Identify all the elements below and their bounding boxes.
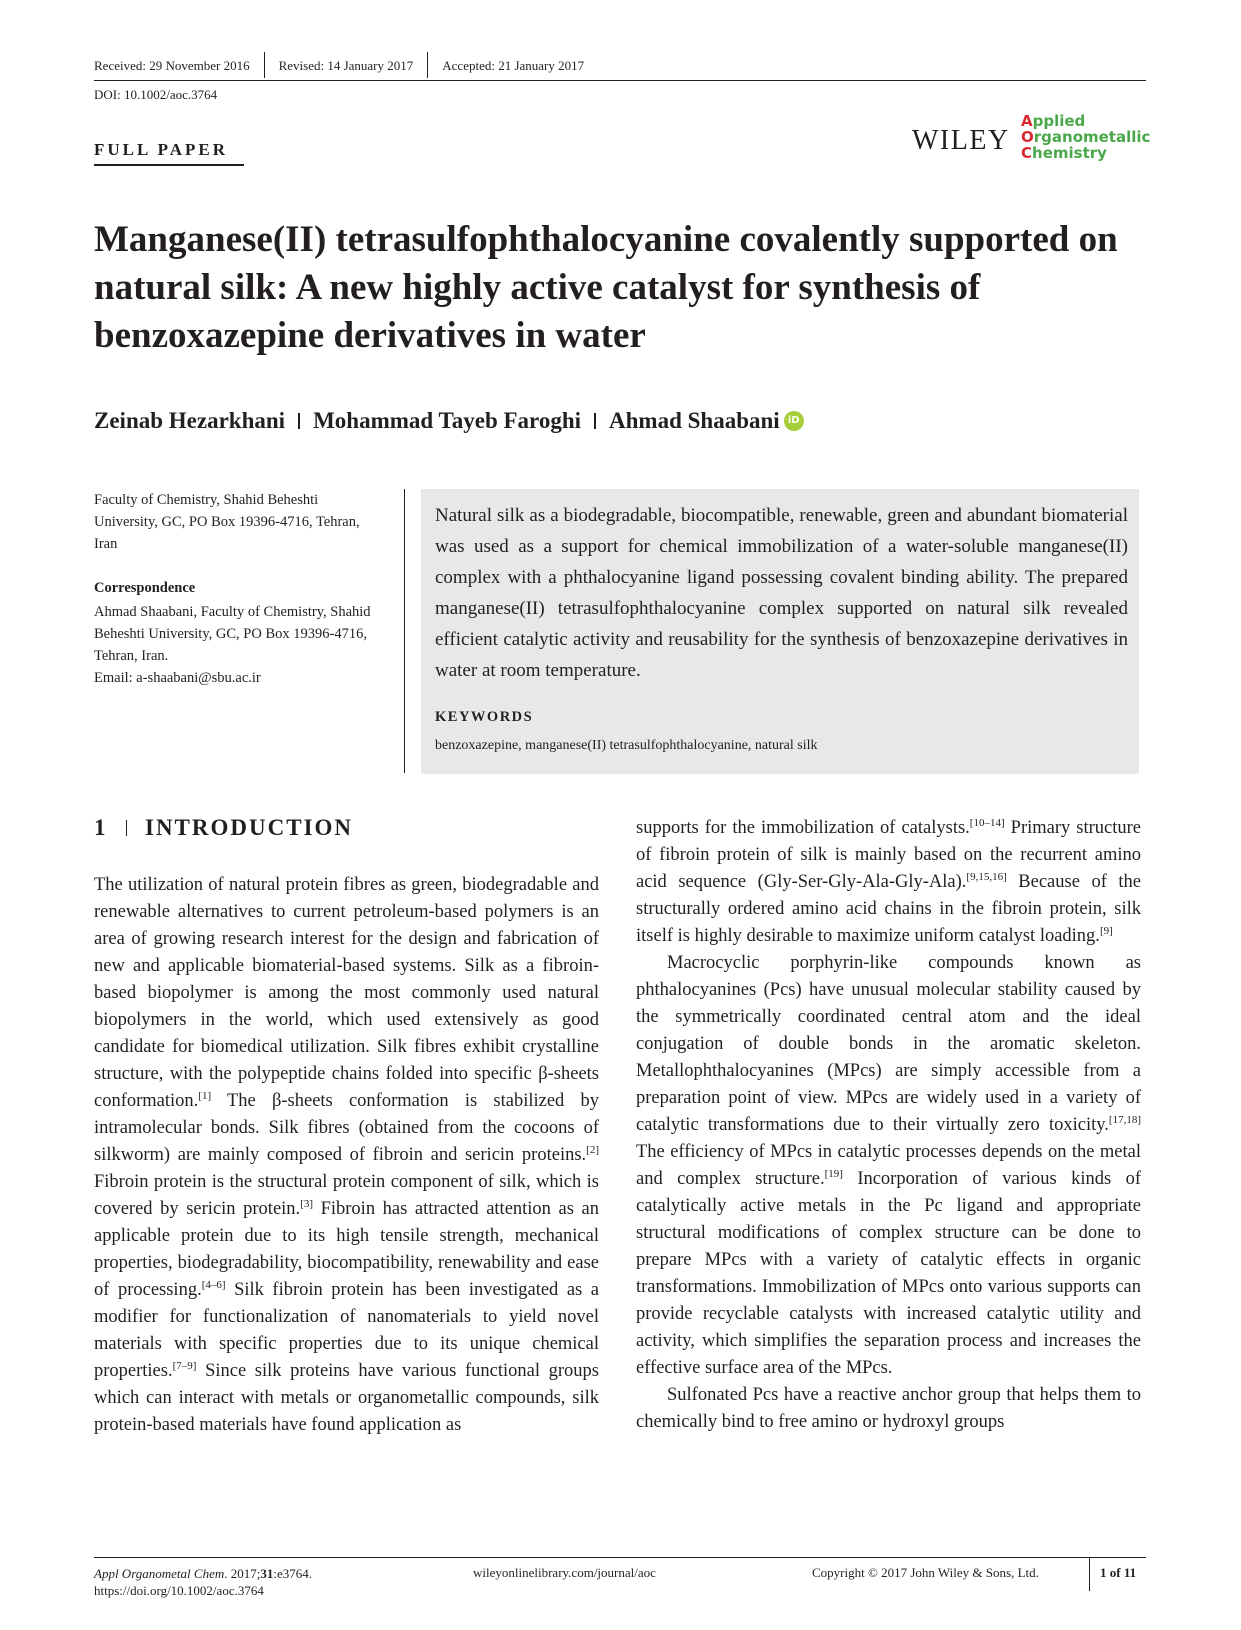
journal-logo-line: Applied [1021, 112, 1086, 130]
article-type: FULL PAPER [94, 140, 229, 159]
citation-ref[interactable]: [2] [586, 1144, 599, 1156]
correspondence-email[interactable]: Email: a-shaabani@sbu.ac.ir [94, 670, 261, 686]
paper-title: Manganese(II) tetrasulfophthalocyanine covalently supported on natural silk: A new highly active catalyst for synthesis of benzoxazepine derivatives in water [94, 219, 1118, 356]
citation-ref[interactable]: [3] [300, 1198, 313, 1210]
abstract: Natural silk as a biodegradable, biocompatible, renewable, green and abundant biomaterial was used as a support for chemical immobilization of a water-soluble manganese(II) complex with a phthalocyanine ligand possessing covalent binding ability. The prepared manganese(II) tetrasulfophthalocyanine complex supported on natural silk revealed efficient catalytic activity and reusability for the synthesis of benzoxazepine derivatives in water at room temperature. [435, 505, 1128, 681]
body-column-right [636, 815, 1141, 1436]
footer-doi-link[interactable]: https://doi.org/10.1002/aoc.3764 [94, 1583, 264, 1598]
accepted-date: Accepted: 21 January 2017 [442, 58, 585, 73]
affiliation: Faculty of Chemistry, Shahid Beheshti University, GC, PO Box 19396-4716, Tehran, Iran [94, 492, 360, 552]
body-column-left [94, 872, 599, 1439]
citation-ref[interactable]: [19] [824, 1168, 843, 1180]
journal-site-link[interactable]: wileyonlinelibrary.com/journal/aoc [473, 1565, 656, 1580]
article-type-underline [94, 164, 244, 166]
header-rule [94, 80, 1146, 81]
correspondence-address: Ahmad Shaabani, Faculty of Chemistry, Shahid Beheshti University, GC, PO Box 19396-4716, Tehran, Iran. [94, 604, 371, 664]
journal-logo-line: Organometallic [1021, 128, 1151, 146]
paragraph: Macrocyclic porphyrin-like compounds known as phthalocyanines (Pcs) have unusual molecular stability caused by the symmetrically coordinated central atom and the ideal conjugation of double bonds in the aromatic skeleton. Metallophthalocyanines (MPcs) are simply accessible from a preparation point of view. MPcs are widely used in a variety of catalytic transformations due to their virtually zero toxicity.[17,18] The efficiency of MPcs in catalytic processes depends on the metal and complex structure.[19] Incorporation of various kinds of catalytically active metals in the Pc ligand and appropriate structural modifications of complex structure can be done to prepare MPcs with a variety of catalytic effects in organic transformations. Immobilization of MPcs onto various supports can provide recyclable catalysts with increased catalytic utility and activity, which simplifies the separation process and increases the effective surface area of the MPcs. [636, 953, 1141, 1378]
citation-ref[interactable]: [1] [198, 1090, 212, 1102]
footer-separator [1089, 1557, 1090, 1591]
keywords-heading: KEYWORDS [435, 709, 534, 725]
page-number: 1 of 11 [1100, 1565, 1137, 1580]
copyright: Copyright © 2017 John Wiley & Sons, Ltd. [812, 1565, 1039, 1580]
author-name: Zeinab Hezarkhani [94, 408, 286, 433]
column-divider [404, 489, 405, 773]
citation-ref[interactable]: [17,18] [1108, 1114, 1141, 1126]
author-name: Mohammad Tayeb Faroghi [313, 408, 582, 433]
journal-abbrev: Appl Organometal Chem [94, 1566, 225, 1581]
citation-ref[interactable]: [7–9] [172, 1360, 197, 1372]
date-separator [427, 52, 428, 78]
volume: 31 [260, 1566, 274, 1581]
section-title: INTRODUCTION [145, 815, 354, 840]
paragraph: supports for the immobilization of catalysts.[10–14] Primary structure of fibroin protein of silk is mainly based on the recurrent amino acid sequence (Gly-Ser-Gly-Ala-Gly-Ala).[9,15,16] Because of the structurally ordered amino acid chains in the fibroin protein, silk itself is highly desirable to maximize uniform catalyst loading.[9] [636, 817, 1142, 946]
footer-citation: Appl Organometal Chem. 2017;31:e3764. https://doi.org/10.1002/aoc.3764 [94, 1566, 312, 1598]
paragraph: The utilization of natural protein fibres as green, biodegradable and renewable alternatives to current petroleum-based polymers is an area of growing research interest for the design and fabrication of new and applicable biomaterial-based systems. Silk as a fibroin-based biopolymer is among the most commonly used natural biopolymers in the world, which used extensively as good candidate for biomedical utilization. Silk fibres exhibit crystalline structure, with the polypeptide chains folded into specific β-sheets conformation.[1] The β-sheets conformation is stabilized by intramolecular bonds. Silk fibres (obtained from the cocoons of silkworm) are mainly composed of fibroin and sericin proteins.[2] Fibroin protein is the structural protein component of silk, which is covered by sericin protein.[3] Fibroin has attracted attention as an applicable protein due to its high tensile strength, mechanical properties, biodegradability, biocompatibility, renewability and ease of processing.[4–6] Silk fibroin protein has been investigated as a modifier for functionalization of nanomaterials to yield novel materials with specific properties due to its unique chemical properties.[7–9] Since silk proteins have various functional groups which can interact with metals or organometallic compounds, silk protein-based materials have found application as [94, 875, 599, 1435]
journal-logo [1021, 113, 1150, 161]
paragraph: Sulfonated Pcs have a reactive anchor group that helps them to chemically bind to free amino or hydroxyl groups [636, 1385, 1141, 1432]
citation-ref[interactable]: [9] [1099, 925, 1113, 937]
publisher-logo: WILEY [912, 125, 1010, 156]
author-name: Ahmad Shaabani [609, 408, 780, 433]
keywords: benzoxazepine, manganese(II) tetrasulfophthalocyanine, natural silk [435, 738, 818, 753]
citation-ref[interactable]: [10–14] [969, 817, 1005, 829]
doi: DOI: 10.1002/aoc.3764 [94, 87, 218, 102]
footer-rule [94, 1557, 1146, 1558]
article-dates [94, 58, 584, 78]
section-heading [94, 815, 353, 841]
author-list [94, 408, 804, 434]
author-separator [298, 413, 300, 429]
citation-ref[interactable]: [9,15,16] [966, 871, 1007, 883]
journal-logo-line: Chemistry [1021, 144, 1107, 162]
section-number: 1 [94, 815, 108, 840]
received-date: Received: 29 November 2016 [94, 58, 250, 73]
correspondence [94, 601, 384, 689]
section-separator [126, 820, 128, 836]
citation-ref[interactable]: [4–6] [201, 1279, 226, 1291]
orcid-icon[interactable]: iD [784, 411, 804, 431]
correspondence-heading: Correspondence [94, 580, 196, 596]
revised-date: Revised: 14 January 2017 [278, 58, 414, 73]
date-separator [264, 52, 265, 78]
author-separator [594, 413, 596, 429]
